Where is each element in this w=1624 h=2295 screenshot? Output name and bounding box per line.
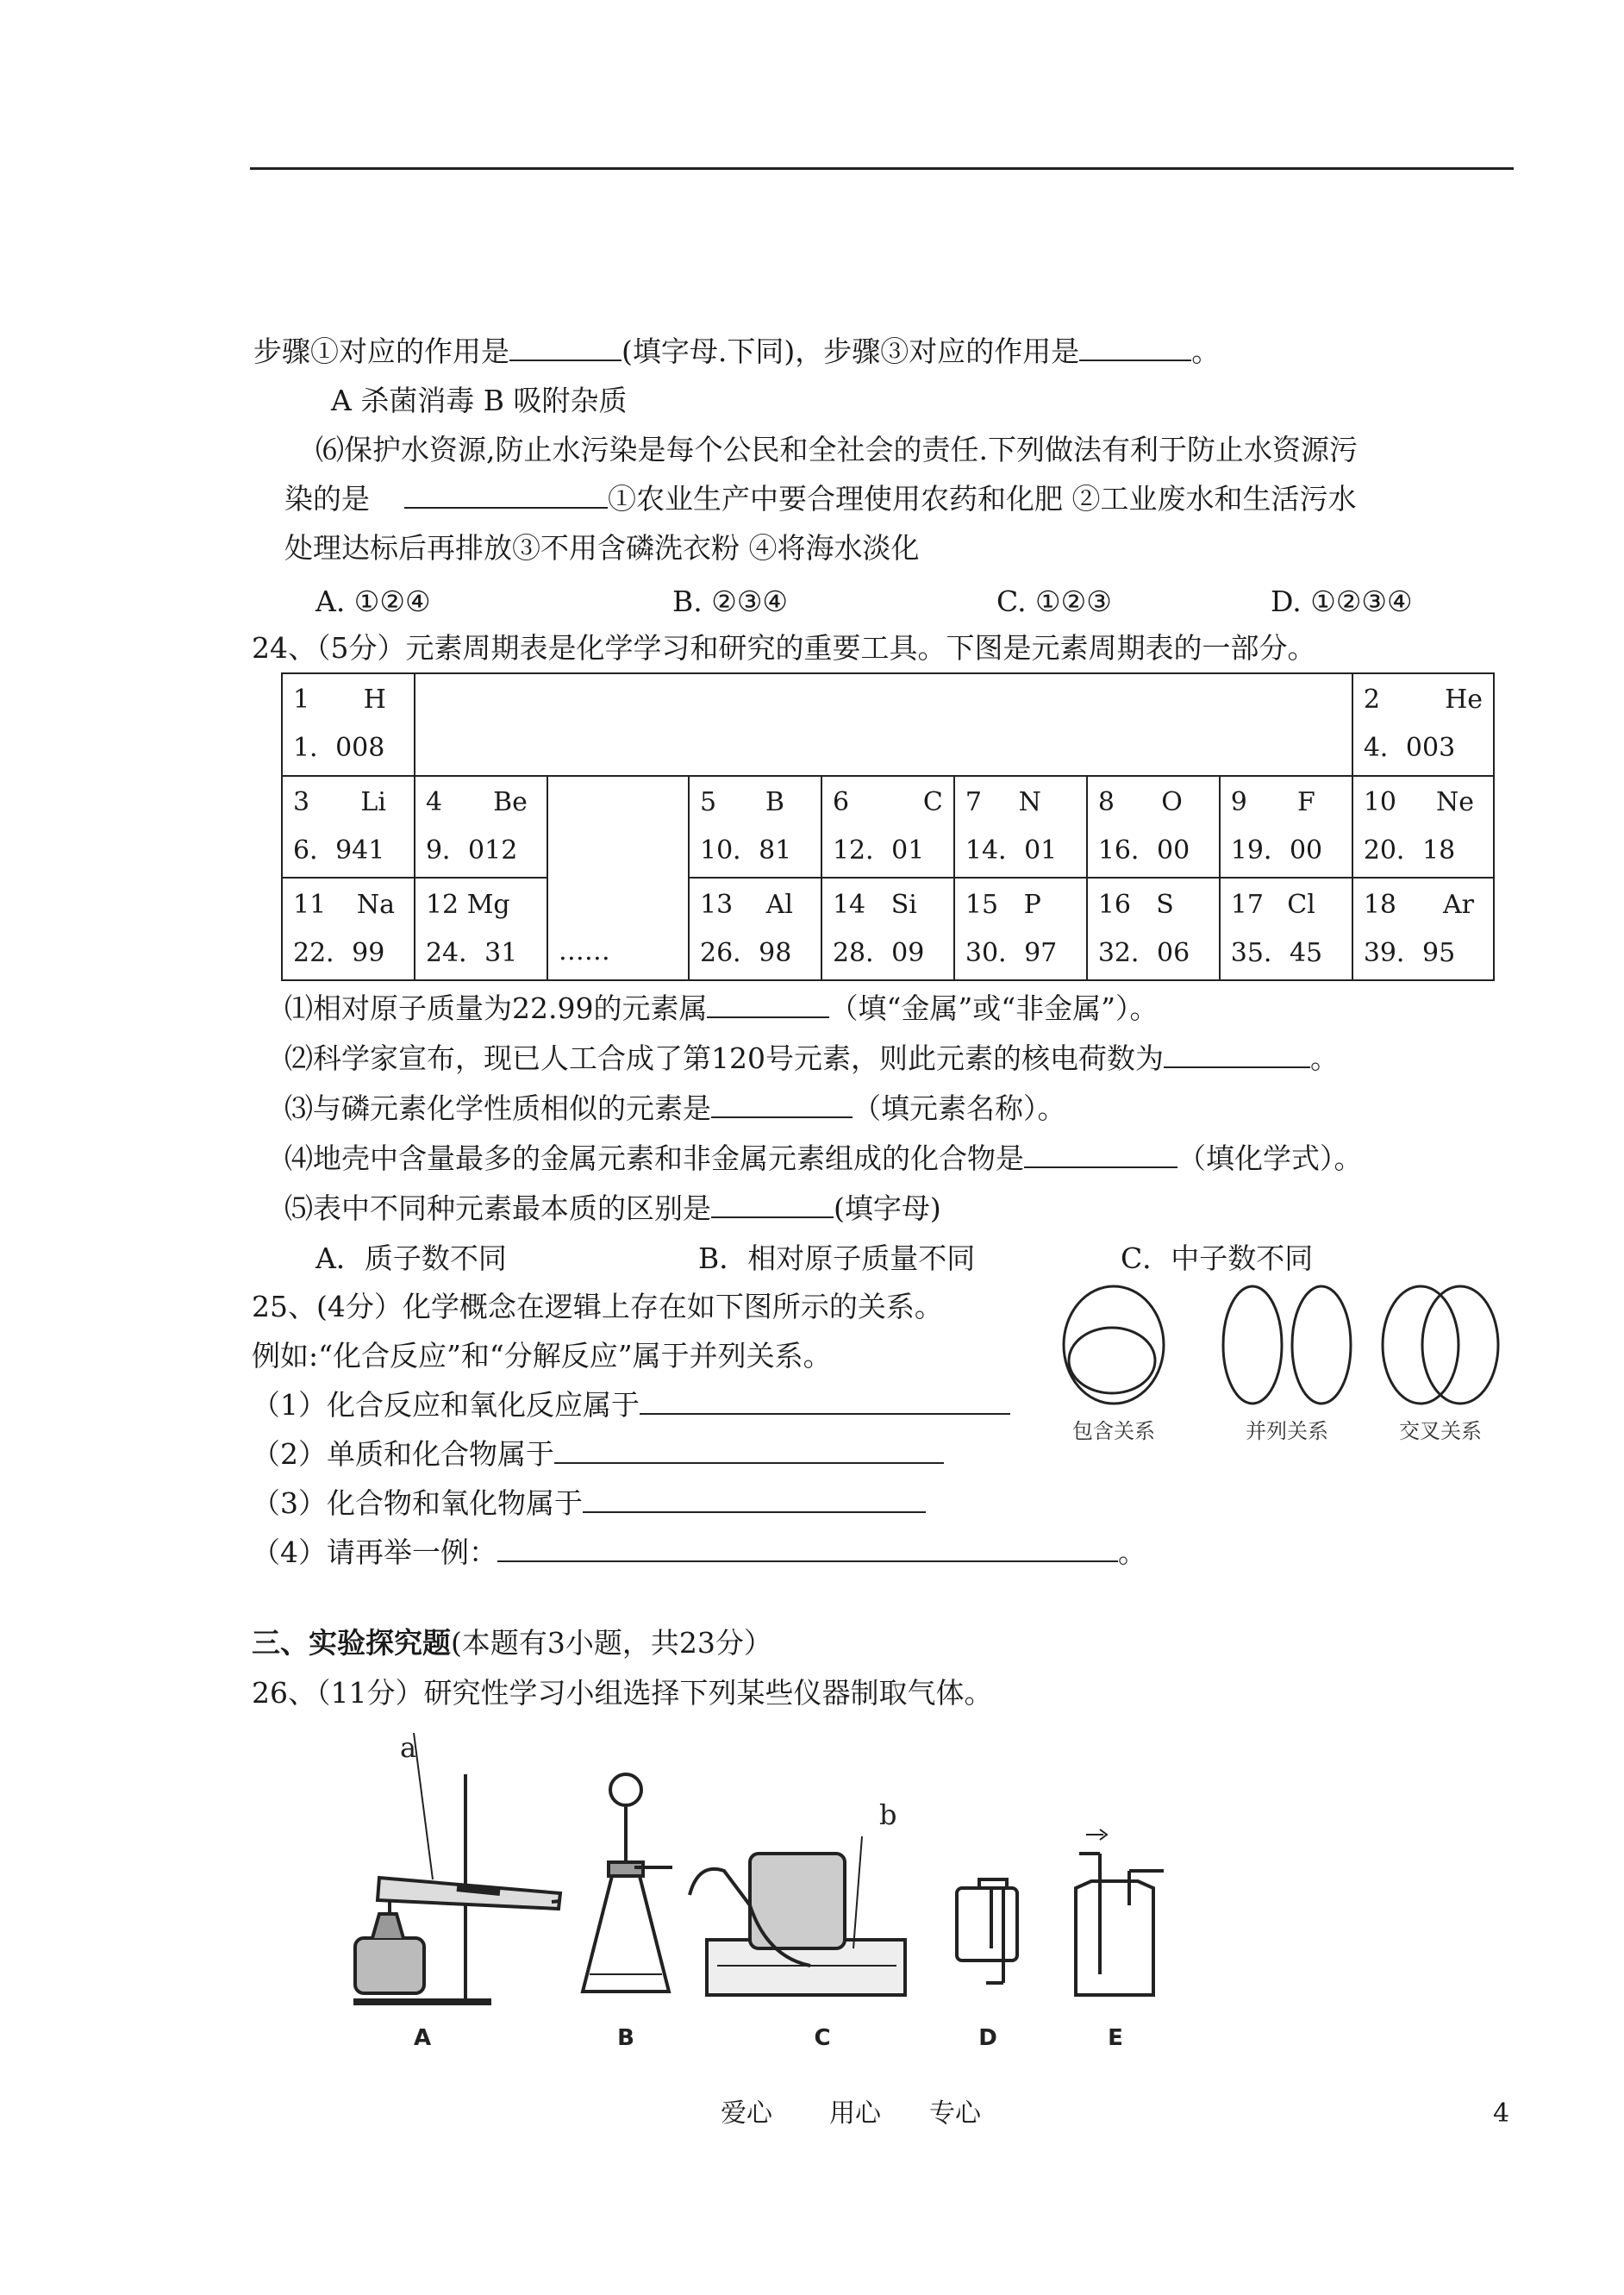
intersection-relation-icon	[1383, 1286, 1498, 1404]
apparatus-e-icon	[1076, 1829, 1164, 1995]
element-cell-h: 1 H 1．008	[282, 673, 415, 776]
element-cell-al: 13 Al 26．98	[689, 878, 821, 980]
q24-choice-c: C．中子数不同	[1121, 1241, 1314, 1275]
q24-choice-a: A．质子数不同	[315, 1241, 507, 1275]
q26-stem: 26、（11分）研究性学习小组选择下列某些仪器制取气体。	[252, 1676, 993, 1710]
element-cell-o: 8 O 16．00	[1087, 776, 1220, 879]
q24-choice-b: B．相对原子质量不同	[698, 1241, 976, 1275]
q24-sub-5: ⑸表中不同种元素最本质的区别是 (填字母)	[284, 1191, 941, 1225]
apparatus-d-icon	[957, 1879, 1017, 1983]
apparatus-label-e: E	[1108, 2025, 1123, 2051]
q23-p6-line1: ⑹保护水资源,防止水污染是每个公民和全社会的责任.下列做法有利于防止水资源污	[315, 433, 1358, 466]
q24-blank-2[interactable]	[1164, 1041, 1310, 1068]
lab-apparatus-figure	[328, 1733, 1224, 2052]
q23-step-text-1: 步骤①对应的作用是	[253, 335, 509, 368]
label-parallel: 并列关系	[1246, 1419, 1328, 1443]
q24-blank-5[interactable]	[711, 1191, 834, 1218]
element-cell-b: 5 B 10．81	[689, 776, 821, 879]
label-inclusion: 包含关系	[1072, 1419, 1155, 1443]
q25-sub-1: （1）化合反应和氧化反应属于	[252, 1386, 1010, 1424]
label-a: a	[400, 1733, 417, 1764]
q23-choice-a: A. ①②④	[315, 585, 431, 618]
table-row	[282, 776, 1494, 879]
q23-blank-1[interactable]	[509, 334, 621, 361]
element-cell-f: 9 F 19．00	[1220, 776, 1352, 879]
table-row	[282, 673, 1494, 776]
q23-blank-2[interactable]	[1079, 334, 1191, 361]
q25-blank-1[interactable]	[640, 1387, 1010, 1415]
q23-p6-line3: 处理达标后再排放③不用含磷洗衣粉 ④将海水淡化	[284, 531, 920, 565]
q23-p6-blank[interactable]	[404, 481, 608, 509]
q24-sub-3: ⑶与磷元素化学性质相似的元素是 （填元素名称）。	[284, 1091, 1066, 1125]
q24-sub-2: ⑵科学家宣布，现已人工合成了第120号元素，则此元素的核电荷数为 。	[284, 1041, 1339, 1075]
element-cell-n: 7 N 14．01	[954, 776, 1087, 879]
q25-example: 例如:“化合反应”和“分解反应”属于并列关系。	[252, 1339, 832, 1373]
q25-blank-4[interactable]	[497, 1535, 1118, 1562]
apparatus-label-c: C	[814, 2025, 831, 2051]
q24-sub-4: ⑷地壳中含量最多的金属元素和非金属元素组成的化合物是 （填化学式）。	[284, 1141, 1363, 1175]
relation-diagram	[1059, 1285, 1507, 1448]
q24-stem: 24、（5分）元素周期表是化学学习和研究的重要工具。下图是元素周期表的一部分。	[252, 631, 1316, 665]
q24-blank-3[interactable]	[711, 1091, 853, 1118]
q25-stem: 25、(4分）化学概念在逻辑上存在如下图所示的关系。	[252, 1290, 943, 1323]
apparatus-label-d: D	[978, 2025, 997, 2051]
page-number: 4	[1493, 2098, 1510, 2129]
q23-choice-d: D. ①②③④	[1271, 585, 1413, 618]
section-3-heading: 三、实验探究题(本题有3小题，共23分）	[252, 1626, 772, 1660]
label-b: b	[879, 1798, 897, 1831]
element-cell-ar: 18 Ar 39．95	[1352, 878, 1494, 980]
footer-motto-1: 爱心	[721, 2098, 772, 2129]
label-intersection: 交叉关系	[1399, 1419, 1482, 1443]
apparatus-label-b: B	[617, 2025, 634, 2051]
inclusion-relation-icon	[1064, 1286, 1164, 1404]
q23-choice-b: B. ②③④	[672, 585, 788, 618]
q25-sub-3: （3）化合物和氧化物属于	[252, 1485, 926, 1523]
q25-blank-2[interactable]	[554, 1436, 944, 1464]
footer-motto-3: 专心	[929, 2098, 981, 2129]
q23-step-line: 步骤①对应的作用是 (填字母.下同)，步骤③对应的作用是 。	[253, 335, 1221, 368]
table-row	[282, 878, 1494, 980]
element-cell-c: 6 C 12．01	[821, 776, 954, 879]
apparatus-b-icon	[583, 1774, 672, 1992]
element-cell-p: 15 P 30．97	[954, 878, 1087, 980]
q23-step-text-2: (填字母.下同)，步骤③对应的作用是	[621, 335, 1080, 368]
footer-motto-2: 用心	[829, 2098, 881, 2129]
element-cell-cl: 17 Cl 35．45	[1220, 878, 1352, 980]
q25-blank-3[interactable]	[583, 1485, 926, 1513]
element-cell-s: 16 S 32．06	[1087, 878, 1220, 980]
table-gap	[415, 673, 1352, 776]
q24-sub-1: ⑴相对原子质量为22.99的元素属 （填“金属”或“非金属”）。	[284, 991, 1159, 1025]
element-cell-si: 14 Si 28．09	[821, 878, 954, 980]
q24-blank-1[interactable]	[707, 991, 829, 1018]
element-cell-li: 3 Li 6．941	[282, 776, 415, 879]
apparatus-label-a: A	[413, 2025, 432, 2051]
apparatus-a-icon	[353, 1733, 560, 2002]
q25-sub-4: （4）请再举一例： 。	[252, 1535, 1146, 1569]
header-rule	[250, 167, 1514, 170]
q25-sub-2: （2）单质和化合物属于	[252, 1435, 944, 1473]
ellipsis-cell: ……	[547, 776, 689, 980]
apparatus-c-icon	[690, 1836, 905, 1995]
q23-options-ab: A 杀菌消毒 B 吸附杂质	[331, 384, 628, 417]
element-cell-ne: 10 Ne 20．18	[1352, 776, 1494, 879]
q23-p6-line2: 染的是 ①农业生产中要合理使用农药和化肥 ②工业废水和生活污水	[284, 482, 1357, 516]
element-cell-be: 4 Be 9．012	[415, 776, 547, 879]
element-cell-he: 2 He 4．003	[1352, 673, 1494, 776]
parallel-relation-icon	[1223, 1286, 1351, 1404]
q24-blank-4[interactable]	[1024, 1141, 1177, 1168]
q23-choice-c: C. ①②③	[996, 585, 1112, 618]
element-cell-mg: 12 Mg 24．31	[415, 878, 547, 980]
periodic-table	[281, 672, 1495, 981]
element-cell-na: 11 Na 22．99	[282, 878, 415, 980]
